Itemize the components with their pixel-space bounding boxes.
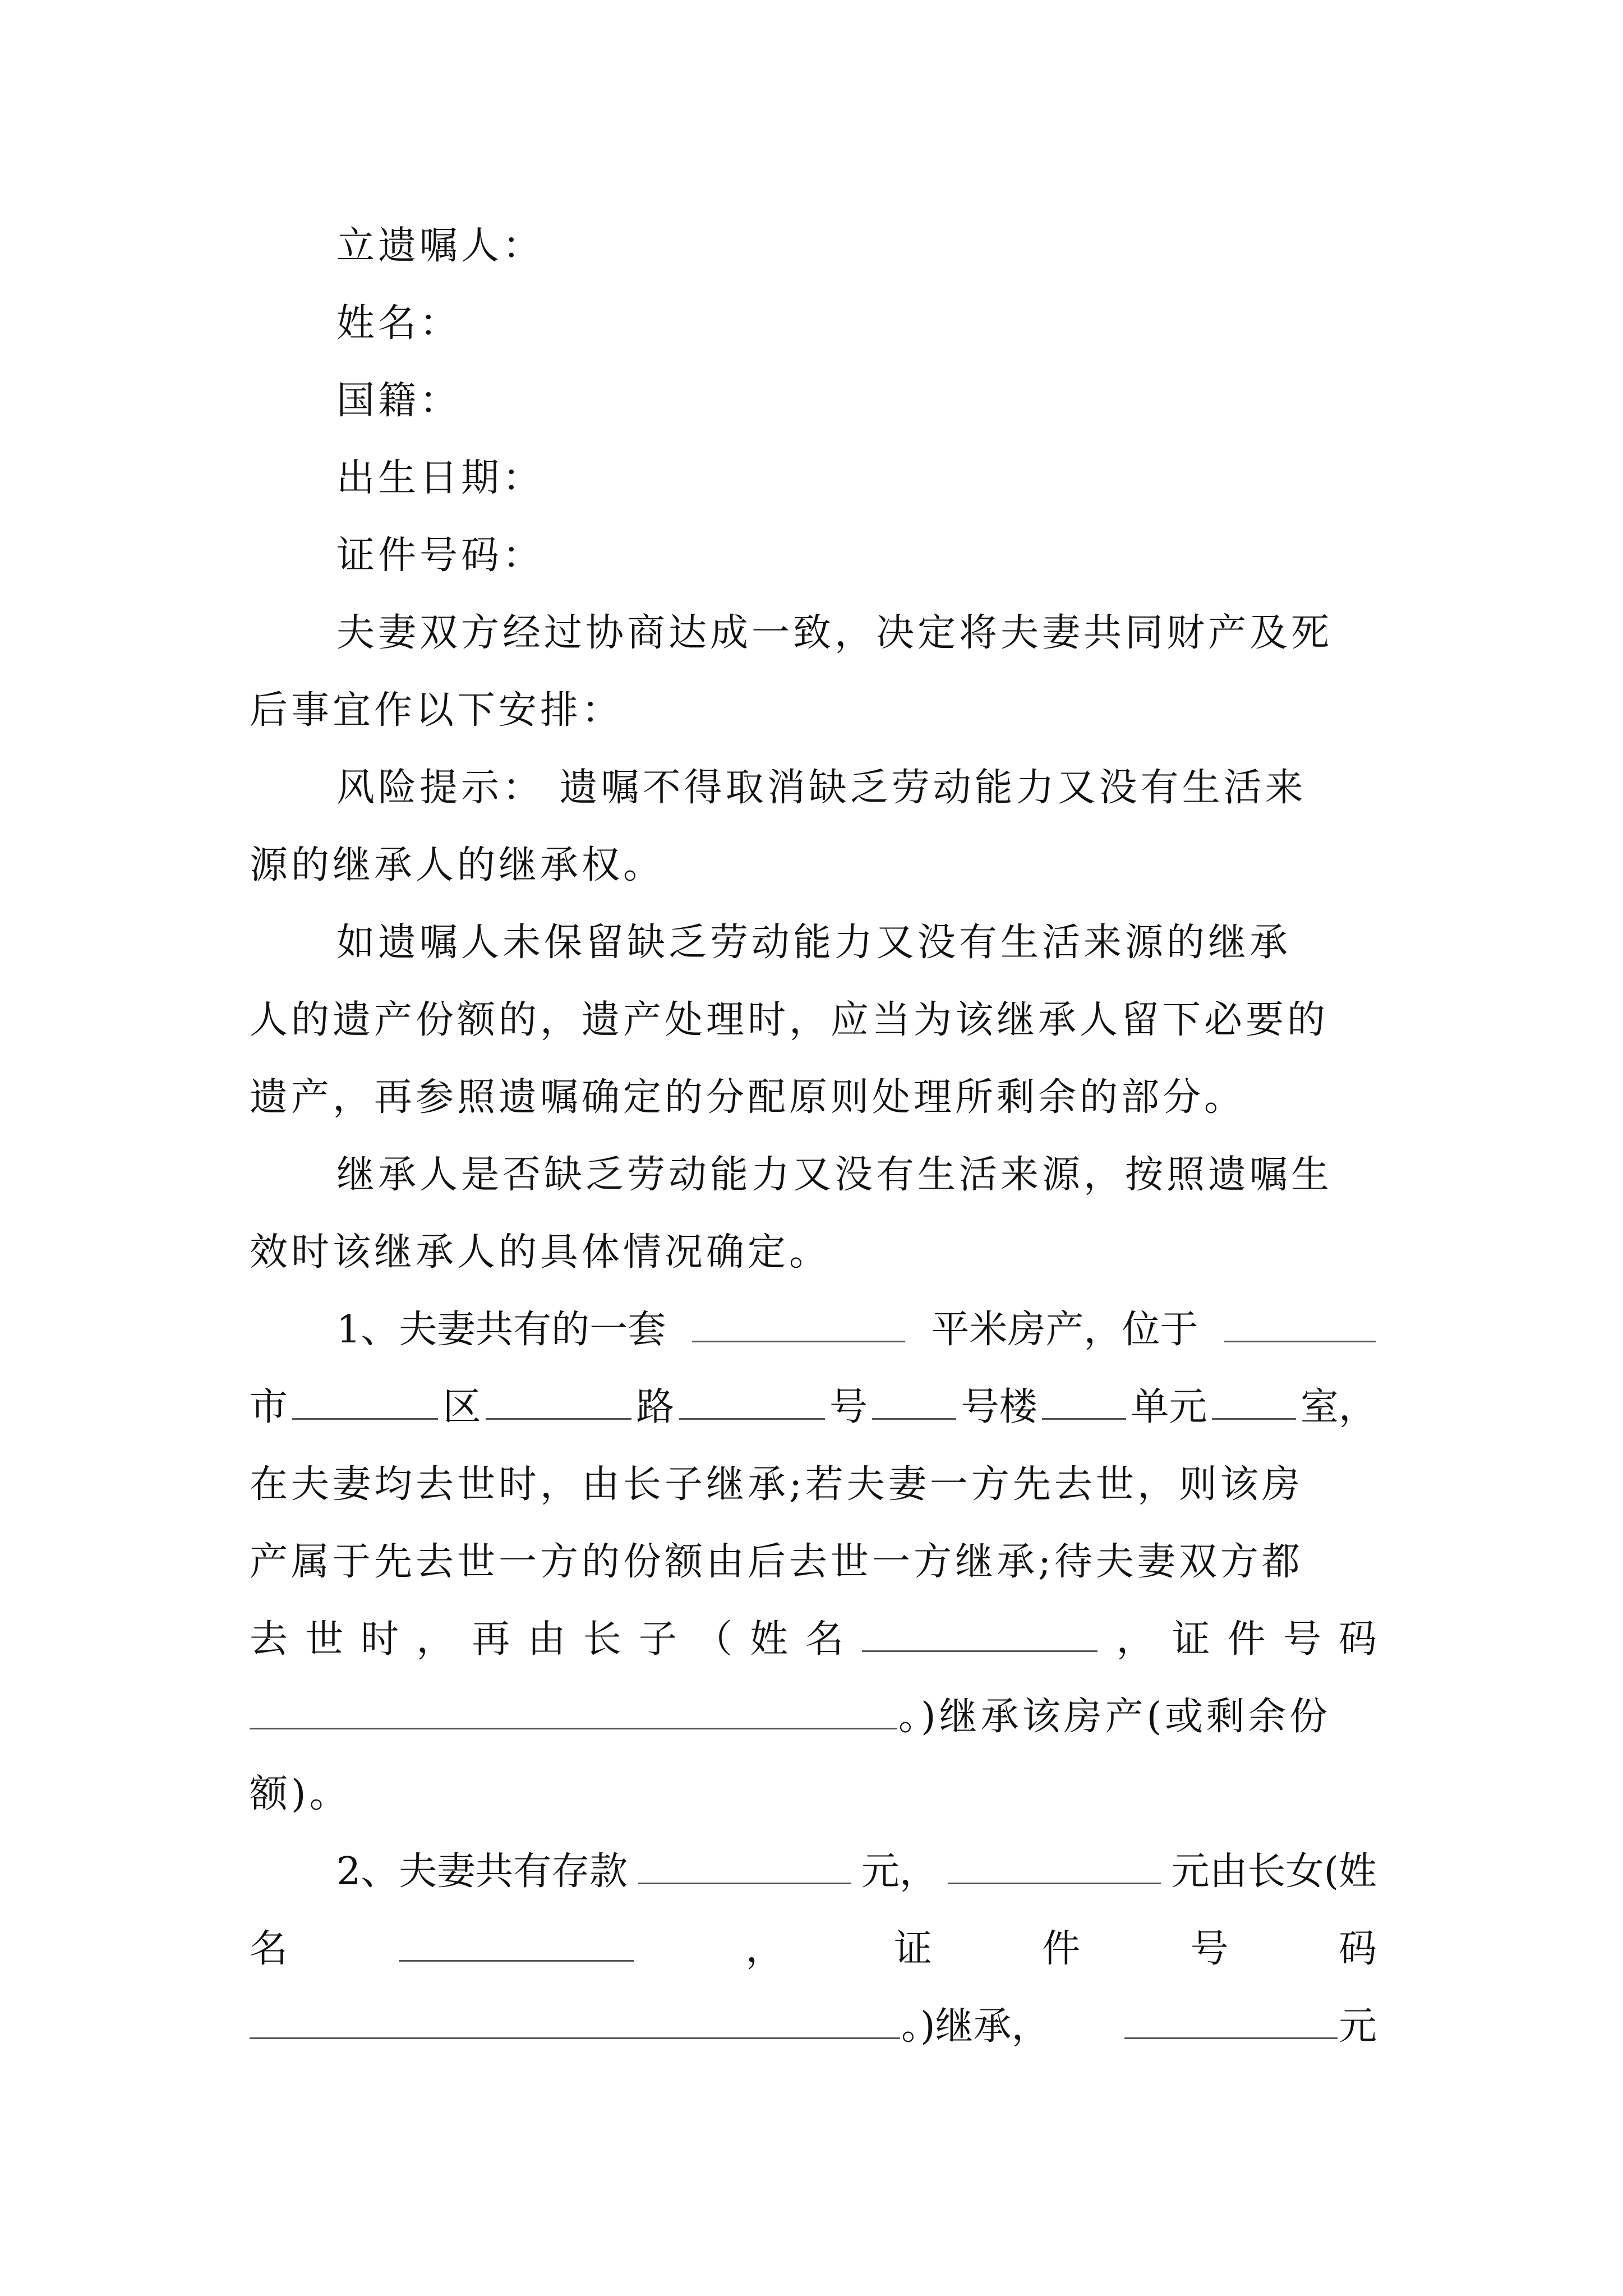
number-label: 号 [829,1385,868,1429]
district-label: 区 [442,1385,481,1429]
daughter-name-blank[interactable] [399,1927,634,1962]
word: 名 [250,1927,288,1971]
word: （ [694,1617,733,1662]
item1-line-3: 在夫妻均去世时，由长子继承;若夫妻一方先去世，则该房 [250,1462,1303,1507]
item1-line-4: 产属于先去世一方的份额由后去世一方继承;待夫妻双方都 [250,1540,1303,1584]
unit-label: 单元 [1131,1385,1207,1429]
building-label: 号楼 [961,1385,1038,1429]
item2-text-d: 。)继承， [901,2004,1050,2049]
item2-line-3-left [250,1988,1050,2065]
remaining-amount-blank[interactable] [1124,2005,1338,2039]
birth-date-label: 出生日期： [336,456,545,500]
area-blank[interactable] [692,1308,905,1342]
word: 长 [583,1617,621,1662]
room-label: 室， [1300,1385,1377,1429]
item1-text-a: 1、夫妻共有的一套 [336,1308,666,1352]
district-blank[interactable] [486,1386,631,1420]
testator-label: 立遗嘱人： [336,224,545,268]
item1-line-1 [250,1291,1377,1369]
item2-line-3 [250,1988,1377,2065]
daughter-amount-blank[interactable] [948,1850,1161,1884]
savings-total-blank[interactable] [638,1850,851,1884]
word: 世 [305,1617,344,1662]
word: 证 [1172,1617,1210,1662]
intro-line-2: 后事宜作以下安排： [250,688,624,733]
id-number-label: 证件号码： [336,533,545,578]
item1-line-5 [250,1601,1377,1678]
risk-notice-line-2: 源的继承人的继承权。 [250,843,665,887]
item2-text-b: 元， [861,1849,938,1894]
word: 名 [805,1617,844,1662]
risk-notice-line-1: 风险提示： 遗嘱不得取消缺乏劳动能力又没有生活来 [336,766,1307,810]
road-blank[interactable] [679,1386,825,1420]
document-body [250,208,1377,2065]
number-blank[interactable] [872,1386,956,1420]
location-blank[interactable] [1224,1308,1376,1342]
word: 子 [638,1617,677,1662]
reserve-line-1: 如遗嘱人未保留缺乏劳动能力又没有生活来源的继承 [336,921,1292,965]
item1-line-2 [250,1369,1377,1446]
word: 号 [1283,1617,1321,1662]
word: 码 [1338,1617,1377,1662]
nationality-label: 国籍： [336,379,462,423]
word: ， [416,1617,455,1662]
word: 再 [472,1617,510,1662]
unit-blank[interactable] [1212,1386,1296,1420]
reserve-line-3: 遗产，再参照遗嘱确定的分配原则处理所剩余的部分。 [250,1075,1246,1120]
son-name-blank[interactable] [862,1618,1098,1652]
city-blank[interactable] [292,1386,438,1420]
item2-text-e: 元 [1338,2004,1377,2049]
item1-line-6-text: 。)继承该房产(或剩余份 [898,1695,1331,1739]
item1-line-6 [250,1678,1377,1756]
item2-line-2 [250,1911,1377,1988]
building-blank[interactable] [1042,1386,1126,1420]
item1-text-b: 平米房产，位于 [931,1308,1198,1352]
word: 姓 [750,1617,789,1662]
intro-line-1: 夫妻双方经过协商达成一致，决定将夫妻共同财产及死 [336,611,1333,655]
city-label: 市 [250,1385,288,1429]
word: 号 [1190,1927,1229,1971]
item2-text-c: 元由长女(姓 [1171,1849,1377,1894]
road-label: 路 [636,1385,675,1429]
reserve-line-2: 人的遗产份额的，遗产处理时，应当为该继承人留下必要的 [250,998,1329,1042]
word: 时 [361,1617,399,1662]
word: 码 [1338,1927,1377,1971]
item2-line-1 [250,1833,1377,1911]
word: ， [745,1927,784,1971]
son-id-blank[interactable] [250,1695,897,1729]
determine-line-1: 继承人是否缺乏劳动能力又没有生活来源，按照遗嘱生 [336,1153,1333,1197]
daughter-id-blank[interactable] [250,2005,900,2039]
word: ， [1116,1617,1155,1662]
word: 件 [1042,1927,1081,1971]
word: 由 [527,1617,566,1662]
item2-text-a: 2、夫妻共有存款 [336,1849,628,1894]
determine-line-2: 效时该继承人的具体情况确定。 [250,1230,831,1274]
word: 件 [1227,1617,1266,1662]
word: 去 [250,1617,288,1662]
name-label: 姓名： [336,301,462,346]
word: 证 [893,1927,932,1971]
item2-line-3-right [1123,1988,1377,2065]
item1-line-7: 额)。 [250,1772,351,1816]
